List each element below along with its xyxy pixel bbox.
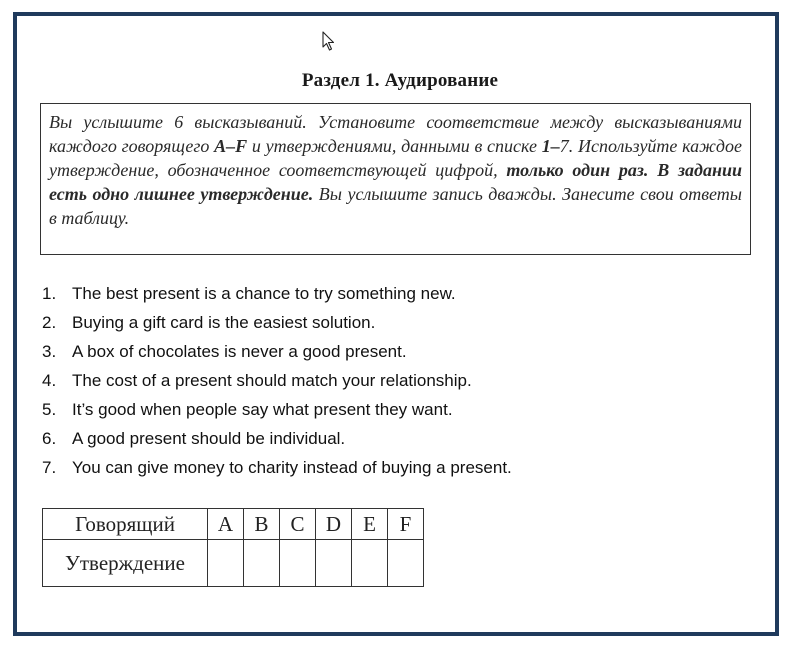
answer-cell-e[interactable] xyxy=(352,540,388,587)
instructions-statements-range: 1– xyxy=(541,136,560,156)
statements-list xyxy=(42,283,512,486)
item-number: 1. xyxy=(42,284,57,303)
item-text: You can give money to charity instead of buying a present. xyxy=(72,458,512,477)
item-number: 7. xyxy=(42,458,57,477)
list-item xyxy=(42,312,512,341)
instructions-text-2: и утверждениями, данными в списке xyxy=(247,136,542,156)
answer-table xyxy=(42,508,424,587)
item-text: Buying a gift card is the easiest solution. xyxy=(72,313,376,332)
statement-header: Утверждение xyxy=(43,540,208,587)
answer-cell-f[interactable] xyxy=(388,540,424,587)
instructions-speakers-range: A–F xyxy=(214,136,248,156)
answer-cell-b[interactable] xyxy=(244,540,280,587)
speaker-d: D xyxy=(316,509,352,540)
item-text: The best present is a chance to try something new. xyxy=(72,284,456,303)
speaker-f: F xyxy=(388,509,424,540)
item-text: A good present should be individual. xyxy=(72,429,346,448)
list-item xyxy=(42,283,512,312)
instructions-text-4: Вы услышите запись дважды. Занесите свои ответы в таблицу. xyxy=(49,184,742,228)
item-number: 2. xyxy=(42,313,57,332)
answer-cell-d[interactable] xyxy=(316,540,352,587)
speaker-header: Говорящий xyxy=(43,509,208,540)
item-number: 5. xyxy=(42,400,57,419)
list-item xyxy=(42,457,512,486)
table-row-speakers xyxy=(43,509,424,540)
speaker-b: B xyxy=(244,509,280,540)
list-item xyxy=(42,341,512,370)
instructions-box xyxy=(40,103,751,255)
item-number: 4. xyxy=(42,371,57,390)
item-text: It’s good when people say what present they want. xyxy=(72,400,453,419)
item-text: A box of chocolates is never a good present. xyxy=(72,342,407,361)
list-item xyxy=(42,399,512,428)
table-row-answers xyxy=(43,540,424,587)
item-number: 6. xyxy=(42,429,57,448)
mouse-pointer-icon xyxy=(322,31,336,51)
speaker-c: C xyxy=(280,509,316,540)
speaker-e: E xyxy=(352,509,388,540)
section-title: Раздел 1. Аудирование xyxy=(301,70,499,91)
item-number: 3. xyxy=(42,342,57,361)
answer-cell-a[interactable] xyxy=(208,540,244,587)
list-item xyxy=(42,370,512,399)
instructions-emphasis: только один раз. В задании есть одно лишнее утверждение. xyxy=(49,160,742,204)
item-text: The cost of a present should match your relationship. xyxy=(72,371,472,390)
list-item xyxy=(42,428,512,457)
speaker-a: A xyxy=(208,509,244,540)
instructions-text-1: Вы услышите 6 высказываний. Установите соответствие между высказываниями каждого говорящего xyxy=(49,112,742,156)
instructions-text-3: 7. Используйте каждое утверждение, обозначенное соответствующей цифрой, xyxy=(49,136,742,180)
answer-cell-c[interactable] xyxy=(280,540,316,587)
